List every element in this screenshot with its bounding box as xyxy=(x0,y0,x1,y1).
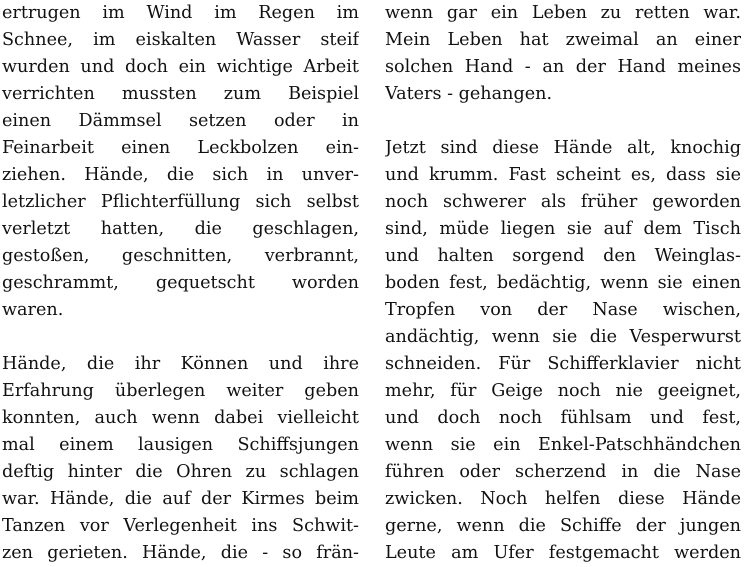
text-line: führen oder scherzend in die Nase xyxy=(385,462,741,482)
text-line: schneiden. Für Schifferklavier nicht xyxy=(385,354,741,374)
text-line: Erfahrung überlegen weiter geben xyxy=(2,381,359,401)
text-line: ziehen. Hände, die sich in unver- xyxy=(2,165,359,185)
paragraph xyxy=(2,351,359,567)
paragraph-gap xyxy=(385,108,741,135)
paragraph xyxy=(385,0,741,108)
text-line: deftig hinter die Ohren zu schlagen xyxy=(2,462,359,482)
text-line: mal einem lausigen Schiffsjungen xyxy=(2,435,359,455)
text-line: geschrammt, gequetscht worden xyxy=(2,273,359,293)
text-line: Tanzen vor Verlegenheit ins Schwit- xyxy=(2,516,359,536)
paragraph-gap xyxy=(2,324,359,351)
text-line: Jetzt sind diese Hände alt, knochig xyxy=(385,138,741,158)
text-line: war. Hände, die auf der Kirmes beim xyxy=(2,489,359,509)
text-line: andächtig, wenn sie die Vesperwurst xyxy=(385,327,741,347)
text-line: zen gerieten. Hände, die - so frän- xyxy=(2,543,359,563)
text-line: verrichten mussten zum Beispiel xyxy=(2,84,359,104)
text-line: konnten, auch wenn dabei vielleicht xyxy=(2,408,359,428)
text-line: sind, müde liegen sie auf dem Tisch xyxy=(385,219,741,239)
paragraph xyxy=(2,0,359,324)
text-line: wenn sie ein Enkel-Patschhändchen xyxy=(385,435,741,455)
text-line: boden fest, bedächtig, wenn sie einen xyxy=(385,273,741,293)
text-line: Schnee, im eiskalten Wasser steif xyxy=(2,30,359,50)
right-column xyxy=(385,0,741,567)
text-line: Hände, die ihr Können und ihre xyxy=(2,354,359,374)
text-line: gestoßen, geschnitten, verbrannt, xyxy=(2,246,359,266)
text-line: wurden und doch ein wichtige Arbeit xyxy=(2,57,359,77)
text-line: ertrugen im Wind im Regen im xyxy=(2,3,359,23)
text-line: Leute am Ufer festgemacht werden xyxy=(385,543,741,563)
text-line: wenn gar ein Leben zu retten war. xyxy=(385,3,741,23)
paragraph xyxy=(385,135,741,567)
text-line: Tropfen von der Nase wischen, xyxy=(385,300,741,320)
text-line: verletzt hatten, die geschlagen, xyxy=(2,219,359,239)
text-line: mehr, für Geige noch nie geeignet, xyxy=(385,381,741,401)
text-line: einen Dämmsel setzen oder in xyxy=(2,111,359,131)
text-line: Mein Leben hat zweimal an einer xyxy=(385,30,741,50)
text-line: zwicken. Noch helfen diese Hände xyxy=(385,489,741,509)
text-line: noch schwerer als früher geworden xyxy=(385,192,741,212)
text-line: Feinarbeit einen Leckbolzen ein- xyxy=(2,138,359,158)
text-line: und doch noch fühlsam und fest, xyxy=(385,408,741,428)
text-line: letzlicher Pflichterfüllung sich selbst xyxy=(2,192,359,212)
text-line: solchen Hand - an der Hand meines xyxy=(385,57,741,77)
text-line: waren. xyxy=(2,300,64,320)
text-line: und halten sorgend den Weinglas- xyxy=(385,246,741,266)
text-line: gerne, wenn die Schiffe der jungen xyxy=(385,516,741,536)
left-column xyxy=(2,0,359,567)
text-line: und krumm. Fast scheint es, dass sie xyxy=(385,165,741,185)
text-line: Vaters - gehangen. xyxy=(385,84,553,104)
